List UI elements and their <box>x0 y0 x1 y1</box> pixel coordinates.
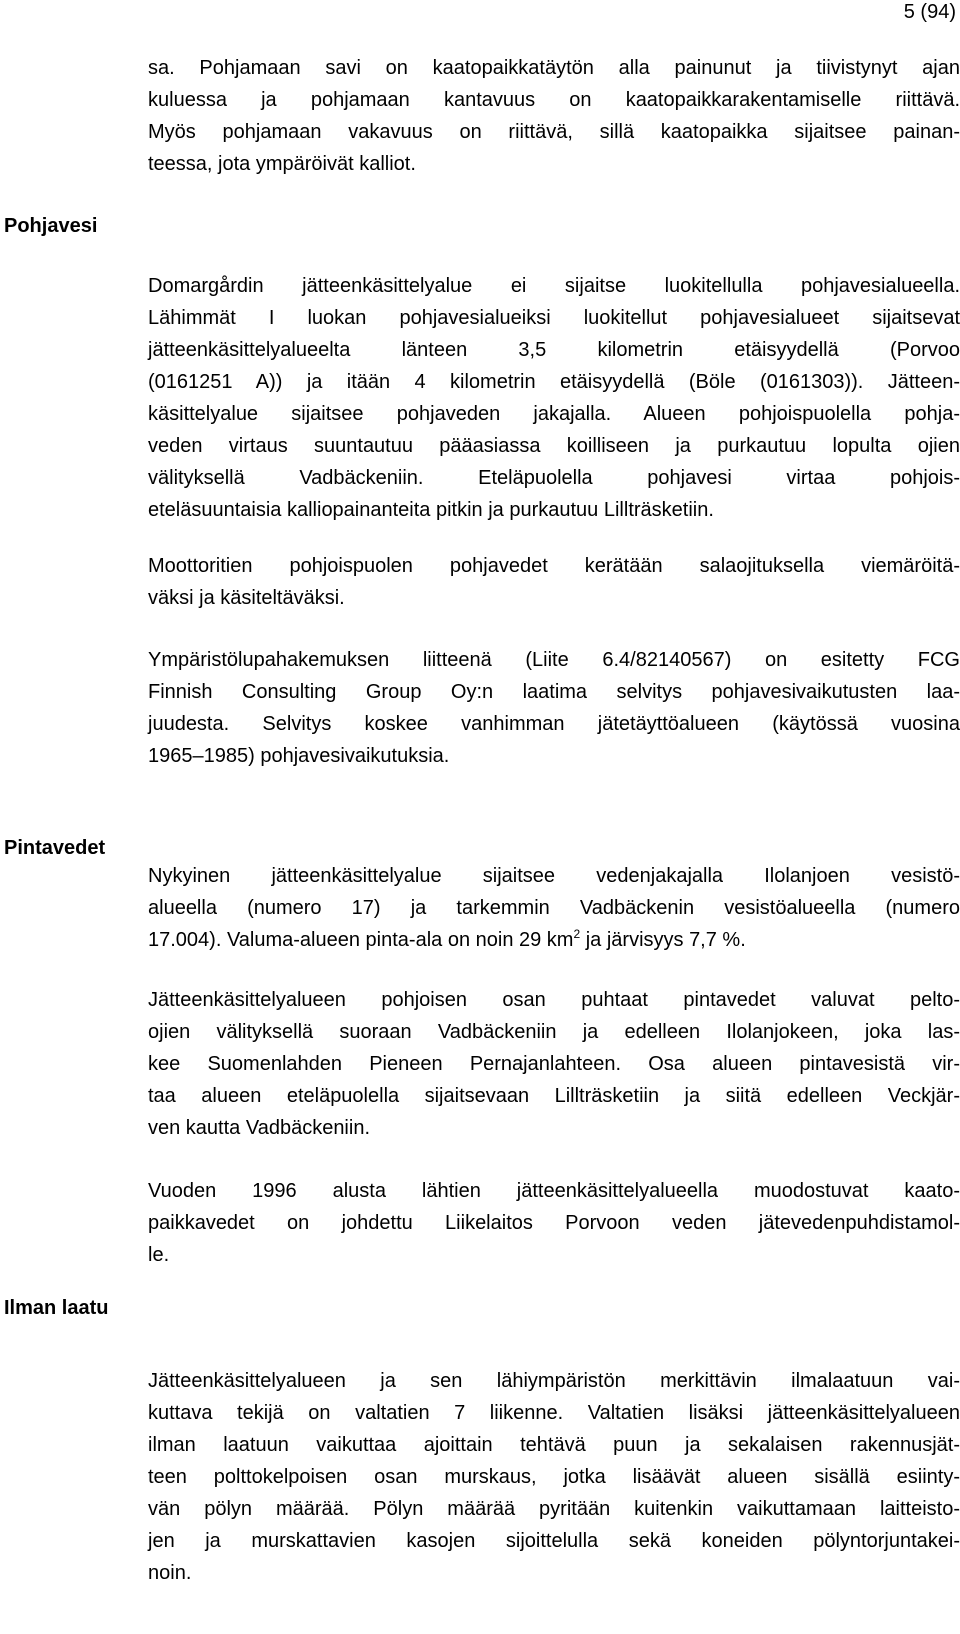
text-line: juudesta. Selvitys koskee vanhimman jätetäyttöalueen (käytössä vuosina <box>148 713 960 735</box>
text-line: (0161251 A)) ja itään 4 kilometrin etäisyydellä (Böle (0161303)). Jätteen- <box>148 371 960 393</box>
page-number: 5 (94) <box>903 1 956 23</box>
paragraph-pohjavesi-3 <box>148 644 960 772</box>
section-heading-pintavedet: Pintavedet <box>4 837 106 859</box>
superscript: 2 <box>573 927 581 941</box>
text-line: Lähimmät I luokan pohjavesialueiksi luokitellut pohjavesialueet sijaitsevat <box>148 307 960 329</box>
text-line: kee Suomenlahden Pieneen Pernajanlahteen. Osa alueen pintavesistä vir- <box>148 1053 960 1075</box>
text-line: Finnish Consulting Group Oy:n laatima selvitys pohjavesivaikutusten laa- <box>148 681 960 703</box>
paragraph-pintavedet-3 <box>148 1175 960 1271</box>
text-line: noin. <box>148 1562 192 1584</box>
text-line: ven kautta Vadbäckeniin. <box>148 1117 371 1139</box>
text-line: teen polttokelpoisen osan murskaus, jotka lisäävät alueen sisällä esiinty- <box>148 1466 960 1488</box>
text-line: alueella (numero 17) ja tarkemmin Vadbäckenin vesistöalueella (numero <box>148 897 960 919</box>
text-line: Jätteenkäsittelyalueen pohjoisen osan puhtaat pintavedet valuvat pelto- <box>148 989 960 1011</box>
text-line: Vuoden 1996 alusta lähtien jätteenkäsittelyalueella muodostuvat kaato- <box>148 1180 960 1202</box>
text-line: eteläsuuntaisia kalliopainanteita pitkin ja purkautuu Lillträsketiin. <box>148 499 714 521</box>
text-line: Domargårdin jätteenkäsittelyalue ei sijaitse luokitellulla pohjavesialueella. <box>148 275 960 297</box>
text-line: teessa, jota ympäröivät kalliot. <box>148 153 416 175</box>
section-heading-ilman-laatu: Ilman laatu <box>4 1297 109 1319</box>
text-line: jätteenkäsittelyalueelta länteen 3,5 kilometrin etäisyydellä (Porvoo <box>148 339 960 361</box>
text-line: välityksellä Vadbäckeniin. Eteläpuolella pohjavesi virtaa pohjois- <box>148 467 960 489</box>
text-line: käsittelyalue sijaitsee pohjaveden jakajalla. Alueen pohjoispuolella pohja- <box>148 403 960 425</box>
text-line: Moottoritien pohjoispuolen pohjavedet kerätään salaojituksella viemäröitä- <box>148 555 960 577</box>
paragraph-pohjavesi-1 <box>148 270 960 526</box>
text-line: ojien välityksellä suoraan Vadbäckeniin ja edelleen Ilolanjokeen, joka las- <box>148 1021 960 1043</box>
text-line: väksi ja käsiteltäväksi. <box>148 587 345 609</box>
text-line: Jätteenkäsittelyalueen ja sen lähiympäristön merkittävin ilmalaatuun vai- <box>148 1370 960 1392</box>
text-line: taa alueen eteläpuolella sijaitsevaan Lillträsketiin ja siitä edelleen Veckjär- <box>148 1085 960 1107</box>
paragraph-pintavedet-1 <box>148 860 960 956</box>
text-line: jen ja murskattavien kasojen sijoittelulla sekä koneiden pölyntorjuntakei- <box>148 1530 960 1552</box>
text-line: paikkavedet on johdettu Liikelaitos Porvoon veden jätevedenpuhdistamol- <box>148 1212 960 1234</box>
text-line: kuluessa ja pohjamaan kantavuus on kaatopaikkarakentamiselle riittävä. <box>148 89 960 111</box>
paragraph-pintavedet-2 <box>148 984 960 1144</box>
paragraph-ilman-laatu-1 <box>148 1365 960 1589</box>
text-line: sa. Pohjamaan savi on kaatopaikkatäytön alla painunut ja tiivistynyt ajan <box>148 57 960 79</box>
text-line: 1965–1985) pohjavesivaikutuksia. <box>148 745 450 767</box>
text-fragment: ja järvisyys 7,7 %. <box>580 929 746 951</box>
text-fragment: 17.004). Valuma-alueen pinta-ala on noin 29 km <box>148 929 574 951</box>
text-line <box>148 924 960 956</box>
text-line: ilman laatuun vaikuttaa ajoittain tehtävä puun ja sekalaisen rakennusjät- <box>148 1434 960 1456</box>
text-line: veden virtaus suuntautuu pääasiassa koilliseen ja purkautuu lopulta ojien <box>148 435 960 457</box>
text-line: le. <box>148 1244 170 1266</box>
text-line: vän pölyn määrää. Pölyn määrää pyritään kuitenkin vaikuttamaan laitteisto- <box>148 1498 960 1520</box>
paragraph-pohjavesi-2 <box>148 550 960 614</box>
text-line: Ympäristölupahakemuksen liitteenä (Liite 6.4/82140567) on esitetty FCG <box>148 649 960 671</box>
text-line: kuttava tekijä on valtatien 7 liikenne. Valtatien lisäksi jätteenkäsittelyalueen <box>148 1402 960 1424</box>
section-heading-pohjavesi: Pohjavesi <box>4 215 98 237</box>
text-line: Myös pohjamaan vakavuus on riittävä, sillä kaatopaikka sijaitsee painan- <box>148 121 960 143</box>
paragraph-intro <box>148 52 960 180</box>
text-line: Nykyinen jätteenkäsittelyalue sijaitsee vedenjakajalla Ilolanjoen vesistö- <box>148 865 960 887</box>
